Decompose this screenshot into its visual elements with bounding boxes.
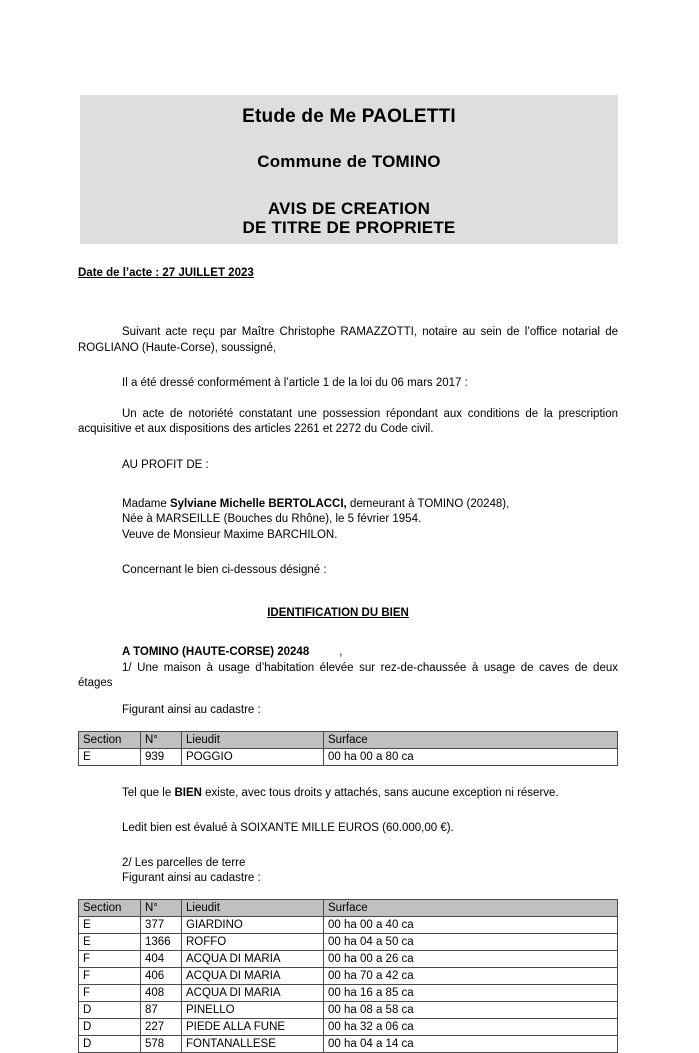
cadastre-intro-1: Figurant ainsi au cadastre : [122,704,261,717]
section-title-identification: IDENTIFICATION DU BIEN [267,607,409,620]
cell-surface: 00 ha 00 a 40 ca [324,916,618,933]
cell-lieudit: PINELLO [182,1001,324,1018]
spacer [78,887,618,899]
tel-que-suffix: existe, avec tous droits y attachés, sans aucune exception ni réserve. [201,786,559,799]
tel-que-bien: BIEN [174,786,202,799]
cell-numero: 404 [141,950,182,967]
cell-section: E [79,748,141,765]
office-title: Etude de Me PAOLETTI [242,106,456,127]
spacer [78,719,618,731]
beneficiary-line-1 [78,497,618,512]
paragraph-tel-que [78,786,618,801]
cell-numero: 406 [141,967,182,984]
beneficiary-name: Sylviane Michelle BERTOLACCI, [169,497,347,510]
paragraph-au-profit-de: AU PROFIT DE : [122,458,209,471]
spacer [78,766,618,786]
cadastre-table-1 [78,731,618,766]
cell-section: D [79,1018,141,1035]
spacer [78,621,618,645]
notice-title [80,199,618,237]
table-row [79,1035,618,1052]
property-location [78,645,618,660]
column-header-surface: Surface [324,731,618,748]
column-header-section: Section [79,899,141,916]
notice-title-line-1: AVIS DE CREATION [267,199,431,218]
tel-que-prefix: Tel que le [122,786,175,799]
document-header-banner [80,95,618,244]
cell-lieudit: ACQUA DI MARIA [182,950,324,967]
column-header-section: Section [79,731,141,748]
spacer [78,438,618,458]
table-row [79,967,618,984]
table-row [79,984,618,1001]
table-row [79,1001,618,1018]
cell-lieudit: PIEDE ALLA FUNE [182,1018,324,1035]
column-header-numero: N° [141,899,182,916]
cadastre-table-2-body [79,916,618,1052]
beneficiary-widow: Veuve de Monsieur Maxime BARCHILON. [122,528,338,541]
cell-surface: 00 ha 08 a 58 ca [324,1001,618,1018]
property-description-1: 1/ Une maison à usage d’habitation élevée sur rez-de-chaussée à usage de caves de deux étages [78,661,618,689]
cell-section: F [79,967,141,984]
column-header-numero: N° [141,731,182,748]
beneficiary-residence: demeurant à TOMINO (20248), [346,497,510,510]
spacer [78,543,618,563]
column-header-surface: Surface [324,899,618,916]
table-row [79,933,618,950]
cell-numero: 1366 [141,933,182,950]
spacer [78,836,618,856]
cell-numero: 578 [141,1035,182,1052]
cell-surface: 00 ha 04 a 50 ca [324,933,618,950]
spacer [78,578,618,606]
beneficiary-civility: Madame [122,497,170,510]
spacer [78,391,618,407]
table-row [79,1018,618,1035]
spacer [78,356,618,376]
cell-section: D [79,1035,141,1052]
cell-numero: 408 [141,984,182,1001]
paragraph-notoriete: Un acte de notoriété constatant une possession répondant aux conditions de la prescription acquisitive et aux dispositions des articles 2261 et 2272 du Code civil. [78,408,618,436]
spacer [78,281,618,325]
table-row [79,950,618,967]
cell-surface: 00 ha 00 a 26 ca [324,950,618,967]
cell-section: E [79,916,141,933]
table-header-row [79,731,618,748]
paragraph-evaluation: Ledit bien est évalué à SOIXANTE MILLE EUROS (60.000,00 €). [122,821,454,834]
paragraph-notaire: Suivant acte reçu par Maître Christophe RAMAZZOTTI, notaire au sein de l’office notarial de ROGLIANO (Haute-Corse), soussigné, [78,326,618,354]
cell-surface: 00 ha 16 a 85 ca [324,984,618,1001]
cell-lieudit: ACQUA DI MARIA [182,967,324,984]
cell-section: E [79,933,141,950]
cell-section: F [79,984,141,1001]
column-header-lieudit: Lieudit [182,899,324,916]
paragraph-concernant: Concernant le bien ci-dessous désigné : [122,563,327,576]
beneficiary-birth: Née à MARSEILLE (Bouches du Rhône), le 5 février 1954. [122,513,422,526]
cadastre-intro-2: Figurant ainsi au cadastre : [122,872,261,885]
commune-title: Commune de TOMINO [257,152,441,171]
cell-surface: 00 ha 70 a 42 ca [324,967,618,984]
cell-section: D [79,1001,141,1018]
cell-numero: 377 [141,916,182,933]
document-body [78,266,618,1053]
cell-surface: 00 ha 04 a 14 ca [324,1035,618,1052]
table-row [79,748,618,765]
spacer [78,473,618,497]
table-row [79,916,618,933]
cell-surface: 00 ha 00 a 80 ca [324,748,618,765]
spacer [78,691,618,703]
cell-lieudit: POGGIO [182,748,324,765]
notice-title-line-2: DE TITRE DE PROPRIETE [242,218,456,238]
cell-lieudit: FONTANALLESE [182,1035,324,1052]
property-location-comma: , [339,646,343,659]
cell-numero: 227 [141,1018,182,1035]
column-header-lieudit: Lieudit [182,731,324,748]
cell-surface: 00 ha 32 a 06 ca [324,1018,618,1035]
cell-lieudit: GIARDINO [182,916,324,933]
cell-lieudit: ACQUA DI MARIA [182,984,324,1001]
cell-section: F [79,950,141,967]
spacer [78,801,618,821]
cell-numero: 87 [141,1001,182,1018]
act-date-line: Date de l’acte : 27 JUILLET 2023 [78,267,254,279]
cadastre-table-2 [78,899,618,1053]
property-description-2: 2/ Les parcelles de terre [122,857,246,870]
cell-numero: 939 [141,748,182,765]
table-header-row [79,899,618,916]
property-location-text: A TOMINO (HAUTE-CORSE) 20248 [122,646,310,659]
paragraph-article-loi: Il a été dressé conformément à l’article 1 de la loi du 06 mars 2017 : [122,376,468,389]
cell-lieudit: ROFFO [182,933,324,950]
